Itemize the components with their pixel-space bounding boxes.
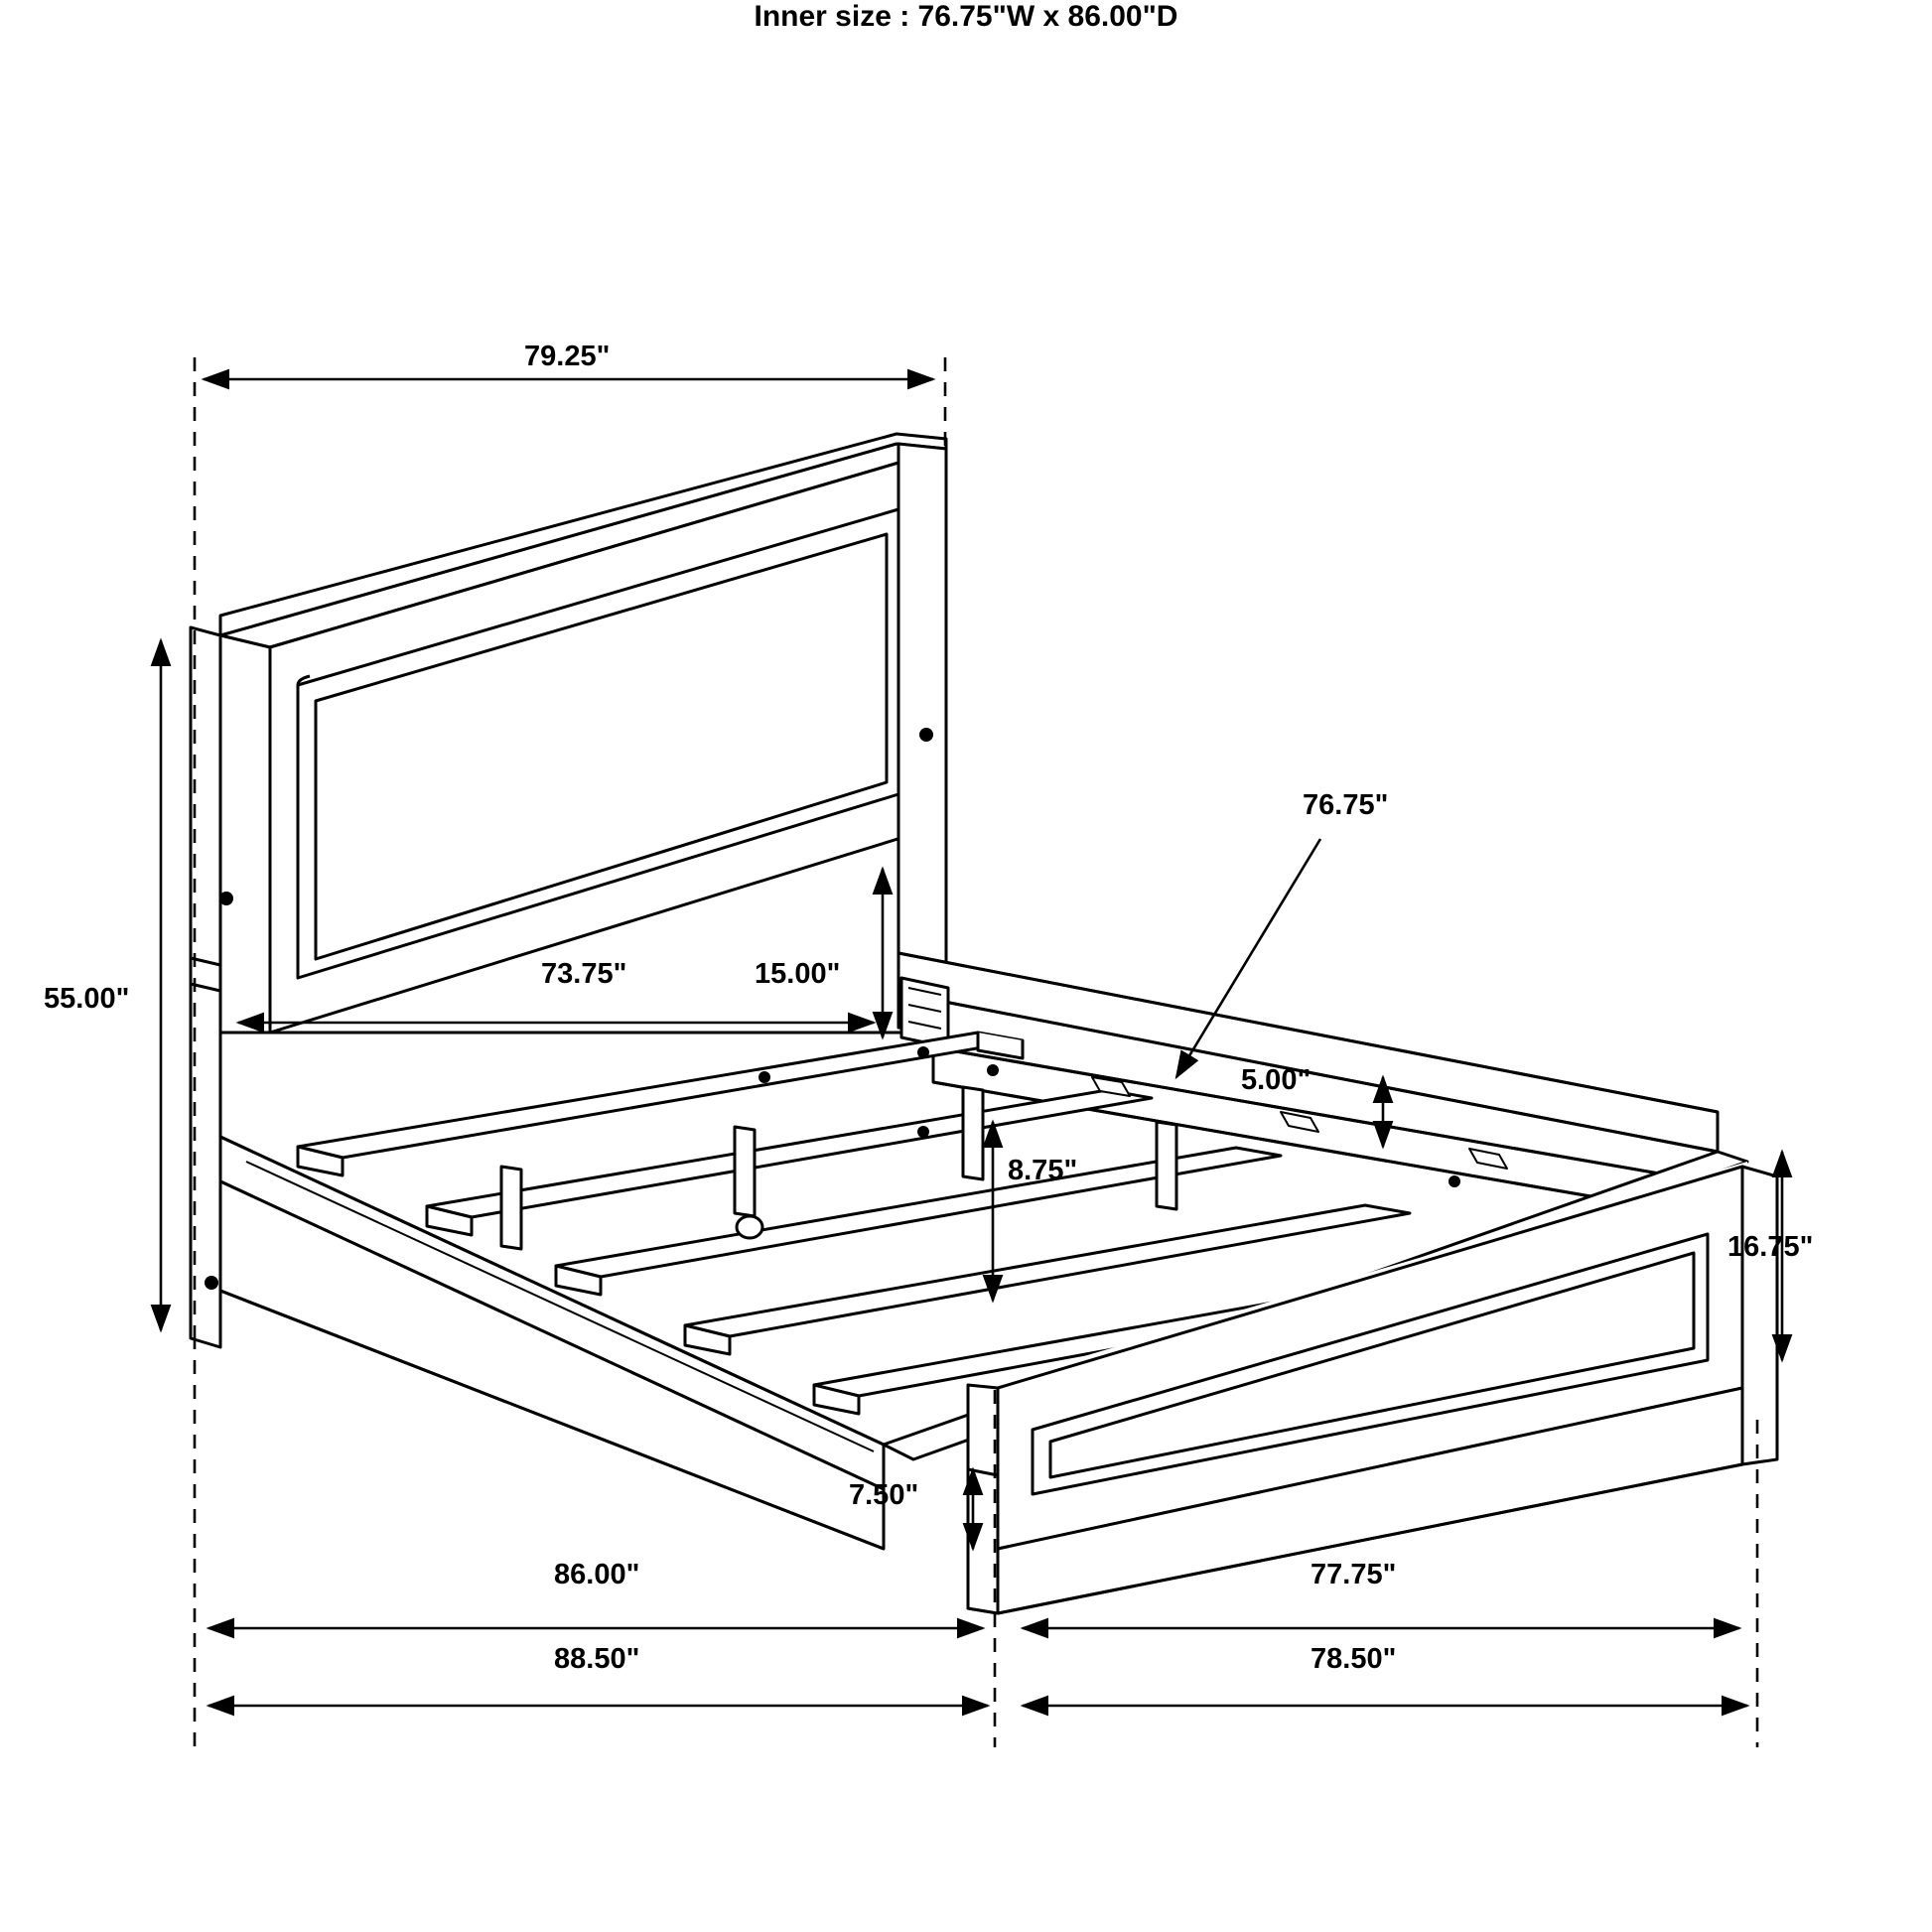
dim-label-headboard-inner-width: 73.75" xyxy=(541,958,627,990)
dim-label-footboard-outer-width: 78.50" xyxy=(1311,1643,1397,1675)
dim-label-footboard-clearance: 7.50" xyxy=(849,1479,919,1511)
dim-label-footboard-height: 16.75" xyxy=(1727,1231,1814,1263)
dim-label-overall-length: 88.50" xyxy=(554,1643,640,1675)
dim-label-side-rail-length: 86.00" xyxy=(554,1559,640,1590)
dim-label-rail-drop: 5.00" xyxy=(1241,1064,1311,1096)
dim-label-inner-width: 76.75" xyxy=(1303,789,1389,821)
dim-label-slat-height: 8.75" xyxy=(1008,1155,1078,1186)
dim-label-footboard-inner-width: 77.75" xyxy=(1311,1559,1397,1590)
dim-label-left-height: 55.00" xyxy=(44,983,130,1015)
dim-label-headboard-clearance: 15.00" xyxy=(755,958,841,990)
dim-label-top-width: 79.25" xyxy=(524,341,611,372)
page-title: Inner size : 76.75"W x 86.00"D xyxy=(754,0,1178,33)
